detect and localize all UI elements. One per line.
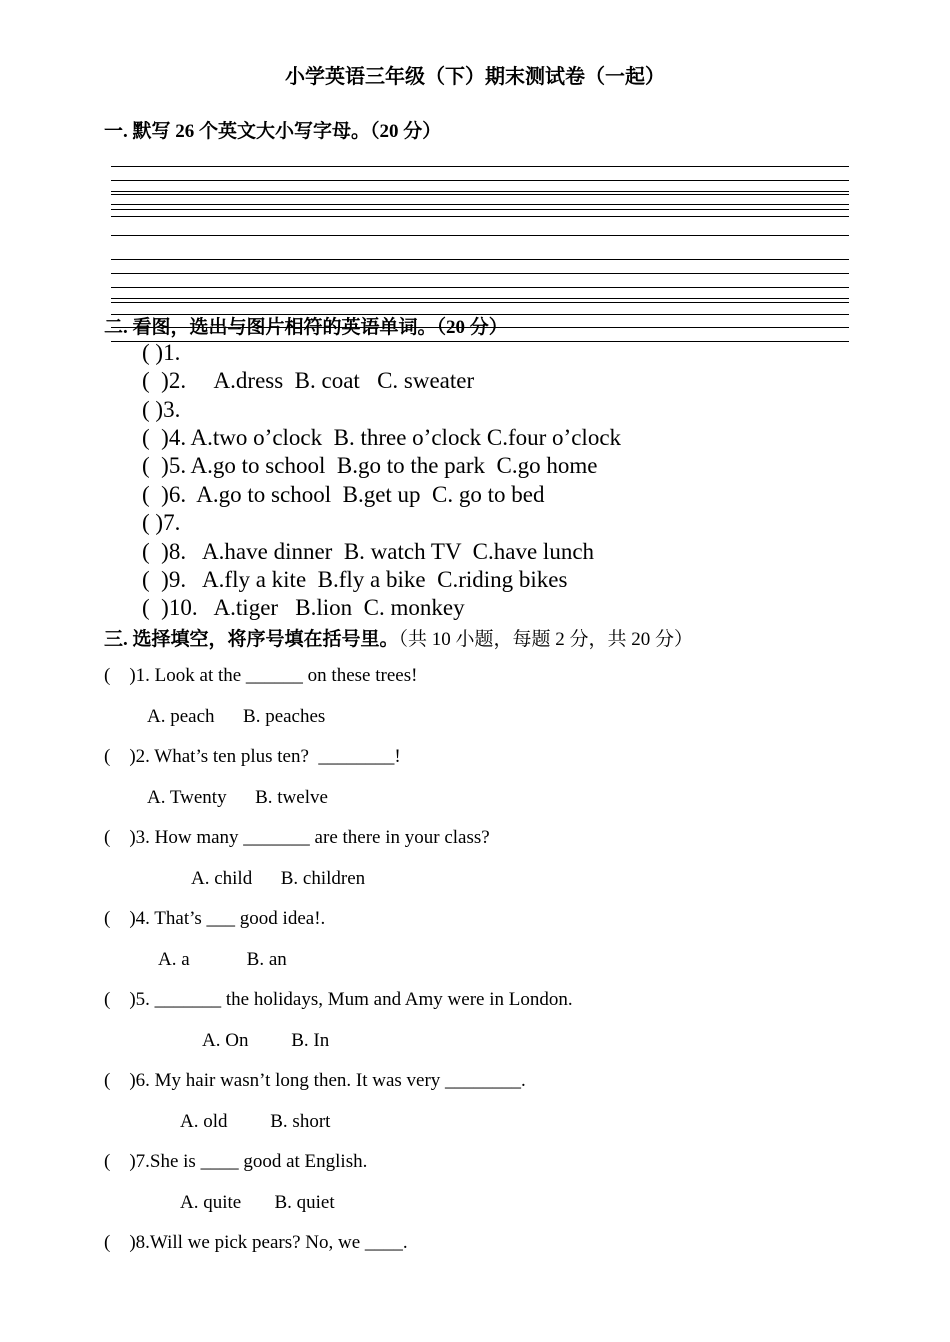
picture-question-5: ( )5. A.go to school B.go to the park C.go home [142,453,598,478]
choice-question-3: ( )3. How many _______ are there in your class? [104,827,490,848]
picture-question-7: ( )7. [142,510,181,535]
picture-question-10: ( )10. A.tiger B.lion C. monkey [142,595,465,620]
picture-question-6: ( )6. A.go to school B.get up C. go to bed [142,482,545,507]
choice-question-1: ( )1. Look at the ______ on these trees! [104,665,418,686]
picture-question-3: ( )3. [142,397,181,422]
picture-question-4: ( )4. A.two o’clock B. three o’clock C.four o’clock [142,425,622,450]
section-3-title: 三. 选择填空，将序号填在括号里。 [104,629,399,650]
choice-question-6: ( )6. My hair wasn’t long then. It was very ________. [104,1070,526,1091]
choice-options-3: A. child B. children [191,868,366,889]
choice-options-1: A. peach B. peaches [147,706,326,727]
choice-question-8: ( )8.Will we pick pears? No, we ____. [104,1232,408,1253]
section-3-note: （共 10 小题，每题 2 分，共 20 分） [398,629,694,650]
choice-question-2: ( )2. What’s ten plus ten? ________! [104,746,401,767]
choice-question-4: ( )4. That’s ___ good idea!. [104,908,326,929]
picture-question-1: ( )1. [142,340,181,365]
choice-options-2: A. Twenty B. twelve [147,787,328,808]
picture-question-2: ( )2. A.dress B. coat C. sweater [142,368,475,393]
picture-question-8: ( )8. A.have dinner B. watch TV C.have lunch [142,539,595,564]
choice-question-5: ( )5. _______ the holidays, Mum and Amy were in London. [104,989,573,1010]
choice-question-7: ( )7.She is ____ good at English. [104,1151,368,1172]
section-1-heading: 一. 默写 26 个英文大小写字母。（20 分） [104,121,442,142]
choice-options-6: A. old B. short [180,1111,331,1132]
picture-question-9: ( )9. A.fly a kite B.fly a bike C.riding bikes [142,567,568,592]
section-2-heading: 二. 看图，选出与图片相符的英语单词。（20 分） [104,317,508,338]
choice-options-4: A. a B. an [158,949,287,970]
choice-options-7: A. quite B. quiet [180,1192,335,1213]
choice-options-5: A. On B. In [202,1030,330,1051]
section-3-heading [104,624,693,651]
page-title: 小学英语三年级（下）期末测试卷（一起） [285,66,665,88]
